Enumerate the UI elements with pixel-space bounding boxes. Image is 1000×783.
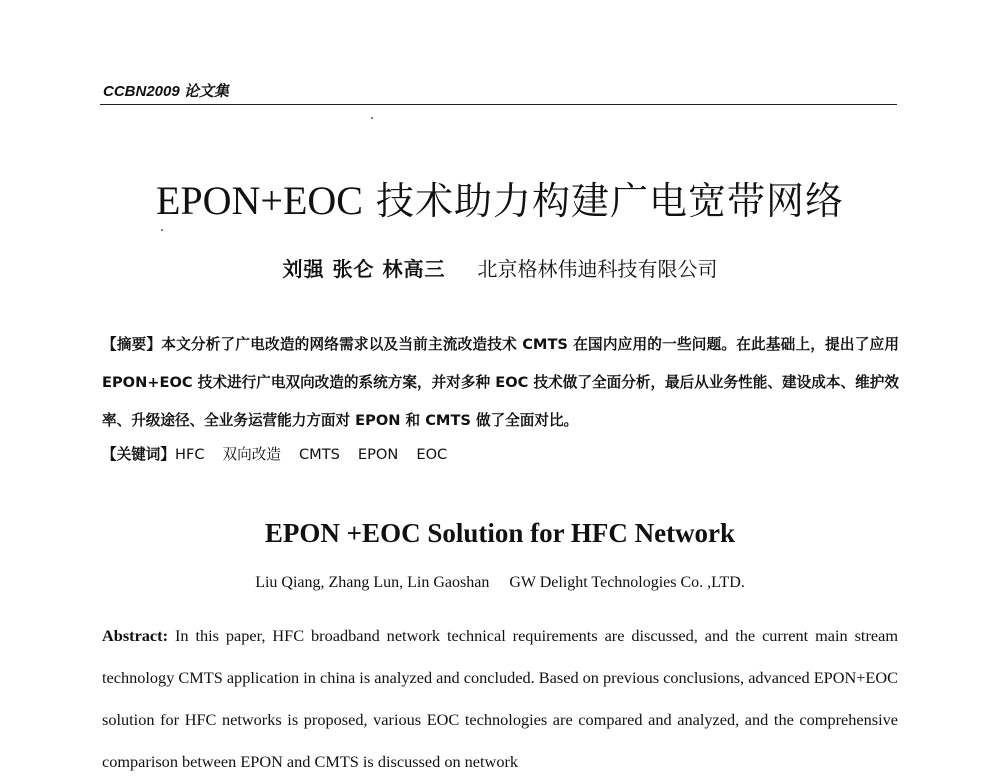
header-rule xyxy=(100,104,897,105)
author-names-cn: 刘强 张仑 林高三 xyxy=(282,257,446,281)
keyword: CMTS xyxy=(298,446,340,463)
affiliation-cn: 北京格林伟迪科技有限公司 xyxy=(477,257,718,281)
authors-cn xyxy=(0,253,1000,282)
keyword: EOC xyxy=(416,446,448,463)
scan-speck xyxy=(161,229,163,231)
keywords-cn xyxy=(102,443,899,464)
keyword: 双向改造 xyxy=(222,446,281,463)
abstract-en-text: In this paper, HFC broadband network technical requirements are discussed, and the current main stream technology CMTS application in china is analyzed and concluded. Based on previous conclusions, advanced EPON+EOC solution for HFC networks is proposed, various EOC technologies are compared and analyzed, and the comprehensive comparison between EPON and CMTS is discussed on network xyxy=(102,626,898,771)
scan-speck xyxy=(371,117,373,119)
affiliation-en: GW Delight Technologies Co. ,LTD. xyxy=(509,574,745,591)
keyword: HFC xyxy=(174,446,205,463)
abstract-cn xyxy=(102,326,899,440)
paper-title-cn xyxy=(0,170,1000,225)
running-header: CCBN2009 论文集 xyxy=(103,83,229,100)
author-names-en: Liu Qiang, Zhang Lun, Lin Gaoshan xyxy=(255,574,490,591)
paper-title-cn-latin: EPON+EOC xyxy=(155,178,363,223)
authors-en xyxy=(0,574,1000,592)
paper-title-en: EPON +EOC Solution for HFC Network xyxy=(264,518,736,548)
keywords-cn-label: 【关键词】 xyxy=(102,446,175,463)
abstract-en xyxy=(102,615,898,783)
paper-title-cn-text: 技术助力构建广电宽带网络 xyxy=(376,179,845,223)
abstract-cn-label: 【摘要】 xyxy=(102,336,162,353)
abstract-cn-text: 本文分析了广电改造的网络需求以及当前主流改造技术 CMTS 在国内应用的一些问题。在此基础上，提出了应用 EPON+EOC 技术进行广电双向改造的系统方案，并对多种 EOC 技术做了全面分析，最后从业务性能、建设成本、维护效率、升级途径、全业务运营能力方面对 EPON 和 CMTS 做了全面对比。 xyxy=(102,336,899,429)
abstract-en-label: Abstract: xyxy=(102,626,169,645)
keyword: EPON xyxy=(357,446,399,463)
